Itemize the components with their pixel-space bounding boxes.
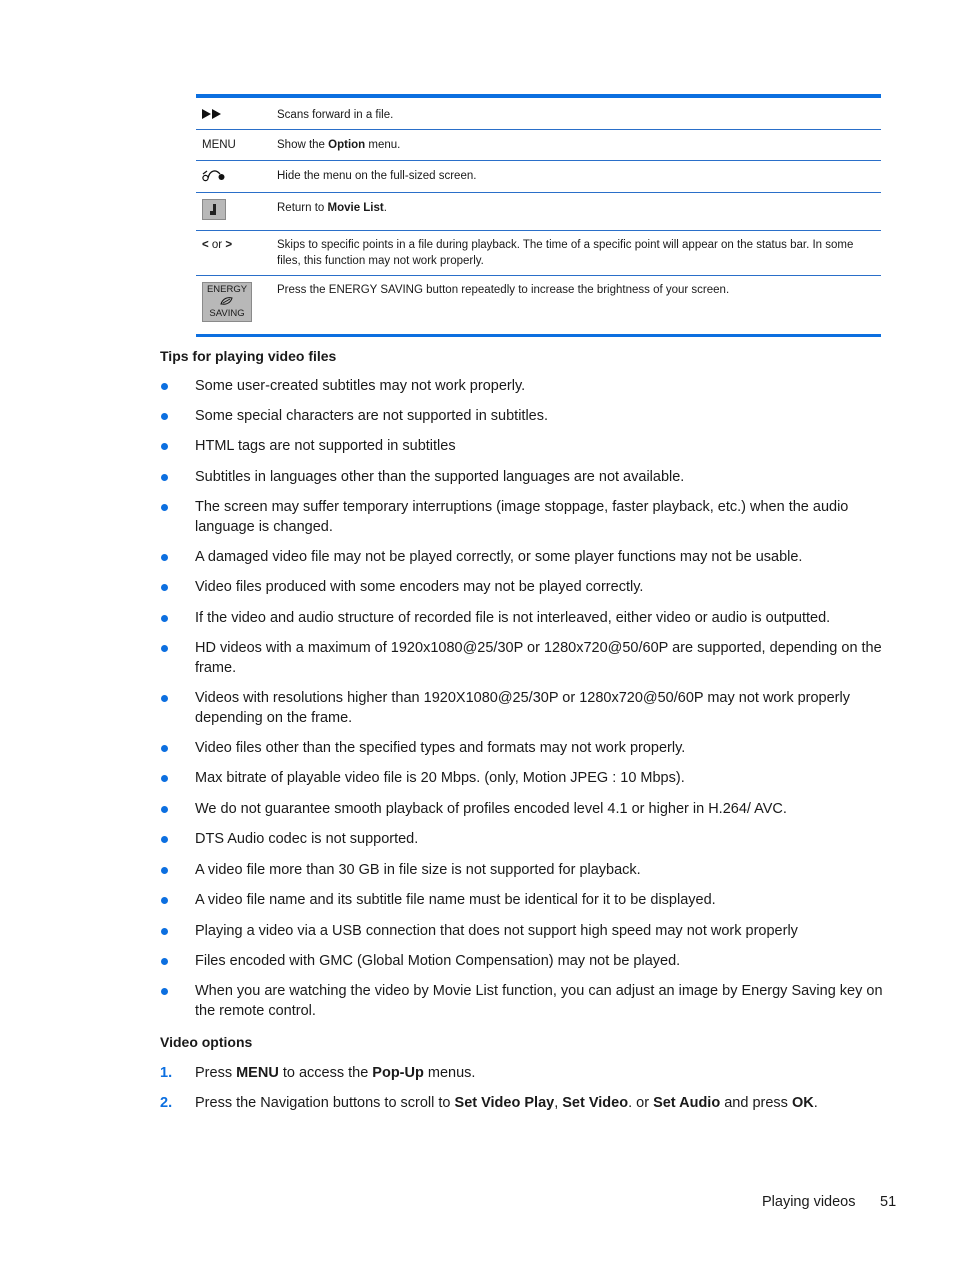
list-item: We do not guarantee smooth playback of profiles encoded level 4.1 or higher in H.264/ AVC. xyxy=(160,799,885,829)
footer-section-title: Playing videos xyxy=(762,1194,856,1210)
bullet-icon xyxy=(161,615,168,622)
bullet-icon xyxy=(161,645,168,652)
bullet-icon xyxy=(161,928,168,935)
video-options-steps xyxy=(160,1063,885,1123)
list-item: Videos with resolutions higher than 1920X1080@25/30P or 1280x720@50/60P may not work properly depending on the frame. xyxy=(160,688,885,738)
bullet-icon xyxy=(161,504,168,511)
fast-forward-icon xyxy=(196,98,277,129)
table-row xyxy=(196,130,881,161)
bullet-icon xyxy=(161,775,168,782)
table-row xyxy=(196,193,881,231)
bullet-icon xyxy=(161,554,168,561)
list-item: The screen may suffer temporary interruptions (image stoppage, faster playback, etc.) when the audio language is changed. xyxy=(160,497,885,547)
table-row xyxy=(196,276,881,334)
list-item: HD videos with a maximum of 1920x1080@25/30P or 1280x720@50/60P are supported, depending on the frame. xyxy=(160,638,885,688)
list-item: Some user-created subtitles may not work properly. xyxy=(160,376,885,406)
bullet-icon xyxy=(161,897,168,904)
row-description: Hide the menu on the full-sized screen. xyxy=(277,170,477,182)
bullet-icon xyxy=(161,383,168,390)
table-row xyxy=(196,161,881,193)
list-item: A video file name and its subtitle file name must be identical for it to be displayed. xyxy=(160,890,885,921)
step-item: 1. Press MENU to access the Pop-Up menus. xyxy=(160,1065,476,1081)
video-options-heading: Video options xyxy=(160,1034,253,1050)
bullet-icon xyxy=(161,413,168,420)
row-description: Press the ENERGY SAVING button repeatedly to increase the brightness of your screen. xyxy=(277,284,730,296)
list-item: When you are watching the video by Movie List function, you can adjust an image by Energy Saving key on the remote control. xyxy=(160,981,885,1031)
step-number: 1. xyxy=(160,1065,173,1081)
list-item: Files encoded with GMC (Global Motion Compensation) may not be played. xyxy=(160,951,885,981)
bullet-icon xyxy=(161,695,168,702)
list-item: A damaged video file may not be played correctly, or some player functions may not be usable. xyxy=(160,547,885,577)
list-item: DTS Audio codec is not supported. xyxy=(160,829,885,860)
bullet-icon xyxy=(161,584,168,591)
exit-icon xyxy=(196,193,277,230)
list-item: If the video and audio structure of recorded file is not interleaved, either video or audio is outputted. xyxy=(160,608,885,638)
bullet-icon xyxy=(161,988,168,995)
list-item: A video file more than 30 GB in file size is not supported for playback. xyxy=(160,860,885,890)
list-item: Video files other than the specified types and formats may not work properly. xyxy=(160,738,885,768)
bullet-icon xyxy=(161,474,168,481)
bullet-icon xyxy=(161,745,168,752)
skip-keys: < or > xyxy=(202,239,233,251)
row-description: Show the Option menu. xyxy=(277,139,401,151)
return-icon xyxy=(196,161,277,192)
bullet-icon xyxy=(161,958,168,965)
list-item: Subtitles in languages other than the supported languages are not available. xyxy=(160,467,885,497)
table-row xyxy=(196,98,881,130)
tips-heading: Tips for playing video files xyxy=(160,348,337,364)
energy-saving-button-icon: ENERGY SAVING xyxy=(196,276,277,334)
step-item: 2. Press the Navigation buttons to scroll to Set Video Play, Set Video. or Set Audio and press OK. xyxy=(160,1095,818,1111)
list-item: Playing a video via a USB connection that does not support high speed may not work properly xyxy=(160,921,885,951)
page-number: 51 xyxy=(880,1194,897,1210)
bullet-icon xyxy=(161,806,168,813)
row-description: Return to Movie List. xyxy=(277,202,387,214)
list-item: Video files produced with some encoders may not be played correctly. xyxy=(160,577,885,608)
bullet-icon xyxy=(161,443,168,450)
row-key: MENU xyxy=(202,139,236,151)
table-row xyxy=(196,231,881,276)
bullet-icon xyxy=(161,836,168,843)
remote-keys-table xyxy=(196,94,881,337)
list-item: Max bitrate of playable video file is 20 Mbps. (only, Motion JPEG : 10 Mbps). xyxy=(160,768,885,799)
list-item: Some special characters are not supported in subtitles. xyxy=(160,406,885,436)
list-item: HTML tags are not supported in subtitles xyxy=(160,436,885,467)
tips-list xyxy=(160,376,885,1031)
leaf-icon xyxy=(203,296,251,308)
row-description: Scans forward in a file. xyxy=(277,109,394,121)
row-description: Skips to specific points in a file during playback. The time of a specific point will appear on the status bar. In some files, this function may not work properly. xyxy=(277,239,854,267)
step-number: 2. xyxy=(160,1095,173,1111)
bullet-icon xyxy=(161,867,168,874)
